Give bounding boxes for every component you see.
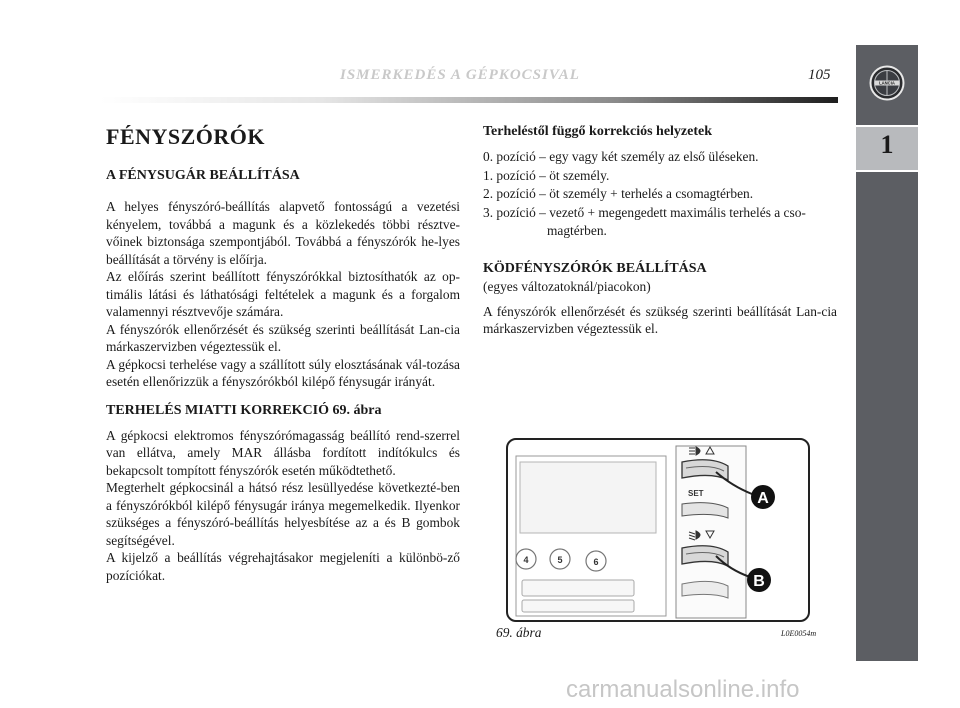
paragraph: A fényszórók ellenőrzését és szükség szerinti beállítását Lan-cia márkaszervizben végeztessük el. xyxy=(106,321,460,354)
spacer xyxy=(483,241,837,261)
paragraph: A helyes fényszóró-beállítás alapvető fontosságú a vezetési kényelem, továbbá a magunk és a közlekedés többi résztve-vőinek biztonsága szempontjából. Továbbá a fényszórók he-lyes beállítását a törvény is előírja. xyxy=(106,199,460,267)
figure-headlight-switch-illustration xyxy=(506,438,810,622)
button-6-label: 6 xyxy=(593,557,599,567)
figure-caption: 69. ábra xyxy=(496,625,542,640)
section-heading-load-correction: TERHELÉS MIATTI KORREKCIÓ 69. ábra xyxy=(106,402,382,418)
right-column xyxy=(483,124,837,338)
page-number: 105 xyxy=(808,67,831,83)
header-rule xyxy=(100,97,838,103)
set-label: SET xyxy=(688,489,704,498)
paragraph: A kijelző a beállítás végrehajtásakor megjeleníti a különbö-ző pozíciókat. xyxy=(106,550,460,583)
list-item: 2. pozíció – öt személy + terhelés a csomagtérben. xyxy=(483,186,754,201)
paragraph: A gépkocsi elektromos fényszórómagasság beállító rend-szerrel van ellátva, amely MAR állásba fordított indítókulcs és bekapcsolt tompított fényszórók esetén működtethető. xyxy=(106,427,460,478)
running-header-title: ISMERKEDÉS A GÉPKOCSIVAL xyxy=(340,67,580,83)
callout-a-label: A xyxy=(757,490,769,507)
chapter-number: 1 xyxy=(880,130,894,159)
paragraph: A gépkocsi terhelése vagy a szállított súly elosztásának vál-tozása esetén ellenőrizzük a fényszórókból kilépő fénysugár irányát. xyxy=(106,356,460,389)
figure-code: L0E0054m xyxy=(781,629,817,638)
watermark-text: carmanualsonline.info xyxy=(566,676,800,703)
list-item: 1. pozíció – öt személy. xyxy=(483,167,610,183)
callout-b-label: B xyxy=(753,573,765,590)
fog-lights-heading: KÖDFÉNYSZÓRÓK BEÁLLÍTÁSA xyxy=(483,260,707,276)
positions-list xyxy=(483,148,837,241)
button-5-label: 5 xyxy=(557,555,563,565)
logo-text: LANCIA xyxy=(879,80,895,86)
left-column xyxy=(106,124,460,584)
section-heading-beam-adjustment: A FÉNYSUGÁR BEÁLLÍTÁSA xyxy=(106,168,300,183)
button-4-label: 4 xyxy=(523,555,529,565)
list-item: 3. pozíció – vezető + megengedett maximális terhelés a cso-magtérben. xyxy=(483,204,806,238)
paragraph: A fényszórók ellenőrzését és szükség szerinti beállítását Lan-cia márkaszervizben végeztessük el. xyxy=(483,303,837,336)
main-title: FÉNYSZÓRÓK xyxy=(106,124,266,149)
paragraph: Az előírás szerint beállított fényszórókkal biztosíthatók az op-timális látási és láthatósági feltételek a magunk és a forgalom valamennyi résztvevője számára. xyxy=(106,269,460,319)
list-item: 0. pozíció – egy vagy két személy az első üléseken. xyxy=(483,149,759,164)
spacer xyxy=(106,391,460,403)
positions-heading: Terheléstől függő korrekciós helyzetek xyxy=(483,124,713,139)
fog-lights-subnote: (egyes változatoknál/piacokon) xyxy=(483,278,651,294)
lancia-logo-icon xyxy=(869,65,905,101)
paragraph: Megterhelt gépkocsinál a hátsó rész lesüllyedése következté-ben a fényszórókból kilépő fénysugár iránya megemelkedik. Ilyenkor szükséges a fényszóró-beállítás helyesbítése az a és B gombok segítségével. xyxy=(106,480,460,548)
